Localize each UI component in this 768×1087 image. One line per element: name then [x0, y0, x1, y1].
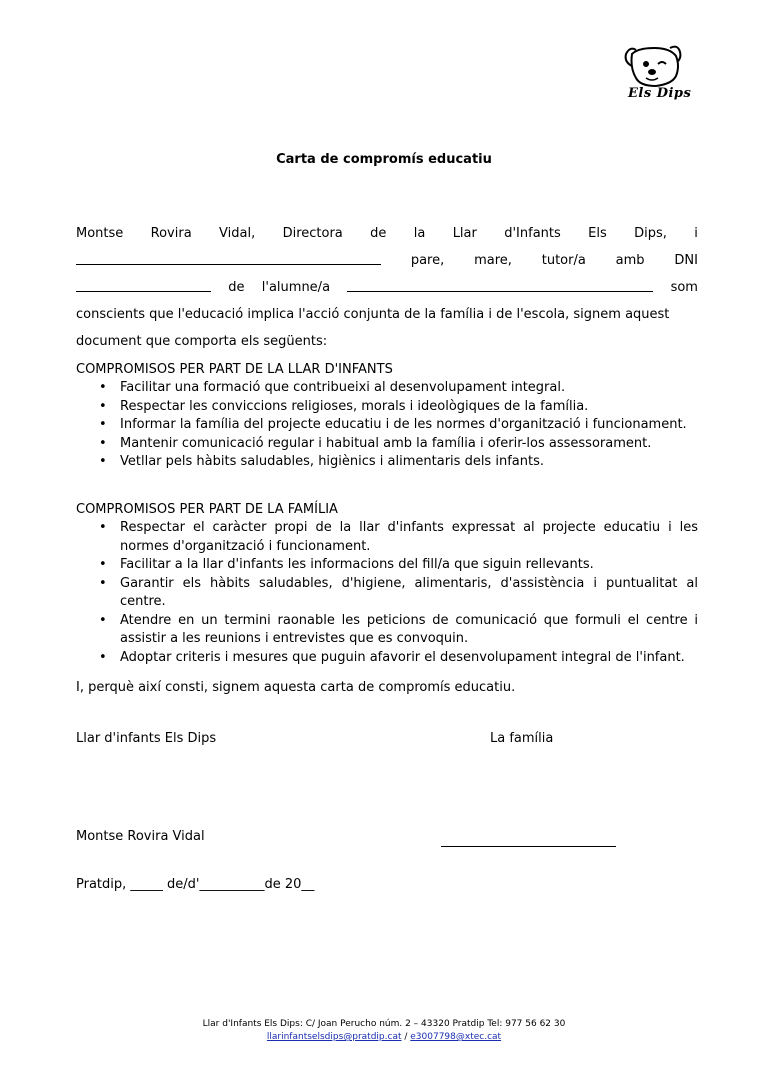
- intro-word: Montse: [76, 226, 124, 241]
- intro-word: Vidal,: [219, 226, 256, 241]
- intro-word: mare,: [474, 253, 512, 268]
- list-item: [76, 453, 698, 472]
- intro-word: Directora: [282, 226, 343, 241]
- dni-blank[interactable]: [76, 290, 211, 292]
- family-signature-label: La família: [490, 731, 554, 746]
- list-item-text: Facilitar a la llar d'infants les informacions del fill/a que siguin rellevants.: [120, 557, 594, 572]
- bullet-icon: •: [99, 520, 107, 535]
- list-item-text: Adoptar criteris i mesures que puguin afavorir el desenvolupament integral de l'infant.: [120, 649, 685, 665]
- list-item: [76, 519, 698, 556]
- intro-line-4: conscients que l'educació implica l'acció conjunta de la família i de l'escola, signem aquest: [76, 307, 670, 322]
- director-name: Montse Rovira Vidal: [76, 829, 205, 844]
- intro-word: tutor/a: [541, 253, 586, 268]
- closing-statement: I, perquè així consti, signem aquesta carta de compromís educatiu.: [76, 680, 516, 695]
- list-item: [76, 416, 698, 435]
- list-item-text: Respectar les conviccions religioses, morals i ideològiques de la família.: [120, 398, 589, 414]
- intro-word: amb: [615, 253, 645, 268]
- bullet-icon: •: [99, 435, 107, 451]
- intro-word: som: [670, 280, 698, 295]
- intro-word: i: [694, 226, 698, 241]
- bullet-icon: •: [99, 575, 107, 591]
- list-item: [76, 379, 698, 398]
- bullet-icon: •: [99, 612, 107, 628]
- intro-paragraph: [76, 220, 698, 355]
- bullet-icon: •: [99, 557, 107, 572]
- name-blank[interactable]: [76, 263, 381, 265]
- list-item-text: Mantenir comunicació regular i habitual amb la família i oferir-los assessorament.: [120, 435, 652, 451]
- footer: [0, 1018, 768, 1044]
- bullet-icon: •: [99, 398, 107, 414]
- intro-word: l'alumne/a: [261, 280, 331, 295]
- intro-line-3: [76, 274, 698, 301]
- place-date-line: Pratdip, _____ de/d'__________de 20__: [76, 877, 315, 892]
- intro-line-1: [76, 220, 698, 247]
- school-signature-label: Llar d'infants Els Dips: [76, 731, 217, 746]
- intro-word: la: [413, 226, 426, 241]
- bullet-icon: •: [99, 454, 107, 469]
- list-item-text: Vetllar pels hàbits saludables, higiènics i alimentaris dels infants.: [120, 454, 544, 469]
- student-blank[interactable]: [347, 290, 653, 292]
- list-item: [76, 612, 698, 649]
- intro-word: Els: [588, 226, 607, 241]
- intro-line-5: document que comporta els següents:: [76, 334, 328, 349]
- intro-word: Rovira: [150, 226, 192, 241]
- bullet-icon: •: [99, 649, 107, 665]
- list-item-text: Informar la família del projecte educatiu i de les normes d'organització i funcionament.: [120, 417, 687, 432]
- intro-word: d'Infants: [504, 226, 561, 241]
- section-heading: COMPROMISOS PER PART DE LA FAMÍLIA: [76, 502, 338, 517]
- bullet-icon: •: [99, 380, 107, 395]
- list-item-text: Atendre en un termini raonable les peticions de comunicació que formuli el centre i assistir a les reunions i entrevistes que es convoquin.: [120, 612, 698, 646]
- intro-line-2: [76, 247, 698, 274]
- school-commitments: [76, 361, 698, 472]
- footer-address: Llar d'Infants Els Dips: C/ Joan Perucho núm. 2 – 43320 Pratdip Tel: 977 56 62 30: [202, 1019, 566, 1029]
- email-link-1[interactable]: llarinfantselsdips@pratdip.cat: [266, 1032, 402, 1042]
- list-item-text: Respectar el caràcter propi de la llar d'infants expressat al projecte educatiu i les normes d'organització i funcionament.: [120, 520, 698, 554]
- family-signature-line[interactable]: [441, 846, 616, 847]
- family-commitments: [76, 501, 698, 667]
- section-heading: COMPROMISOS PER PART DE LA LLAR D'INFANTS: [76, 362, 393, 377]
- email-link-2[interactable]: e3007798@xtec.cat: [410, 1032, 502, 1042]
- list-item: [76, 556, 698, 575]
- intro-word: Llar: [452, 226, 477, 241]
- intro-word: pare,: [410, 253, 445, 268]
- footer-emails: [0, 1031, 768, 1044]
- list-item: [76, 575, 698, 612]
- logo-text: Els Dips: [628, 86, 692, 101]
- email-separator: /: [401, 1032, 411, 1042]
- list-item: [76, 435, 698, 454]
- list-item-text: Facilitar una formació que contribueixi al desenvolupament integral.: [120, 380, 566, 395]
- list-item-text: Garantir els hàbits saludables, d'higiene, alimentaris, d'assistència i puntualitat al centre.: [120, 575, 698, 609]
- intro-word: de: [228, 280, 245, 295]
- intro-word: Dips,: [634, 226, 667, 241]
- intro-word: DNI: [674, 253, 698, 268]
- bullet-icon: •: [99, 417, 107, 432]
- intro-word: de: [370, 226, 387, 241]
- document-title: Carta de compromís educatiu: [276, 152, 492, 167]
- list-item: [76, 649, 698, 668]
- list-item: [76, 398, 698, 417]
